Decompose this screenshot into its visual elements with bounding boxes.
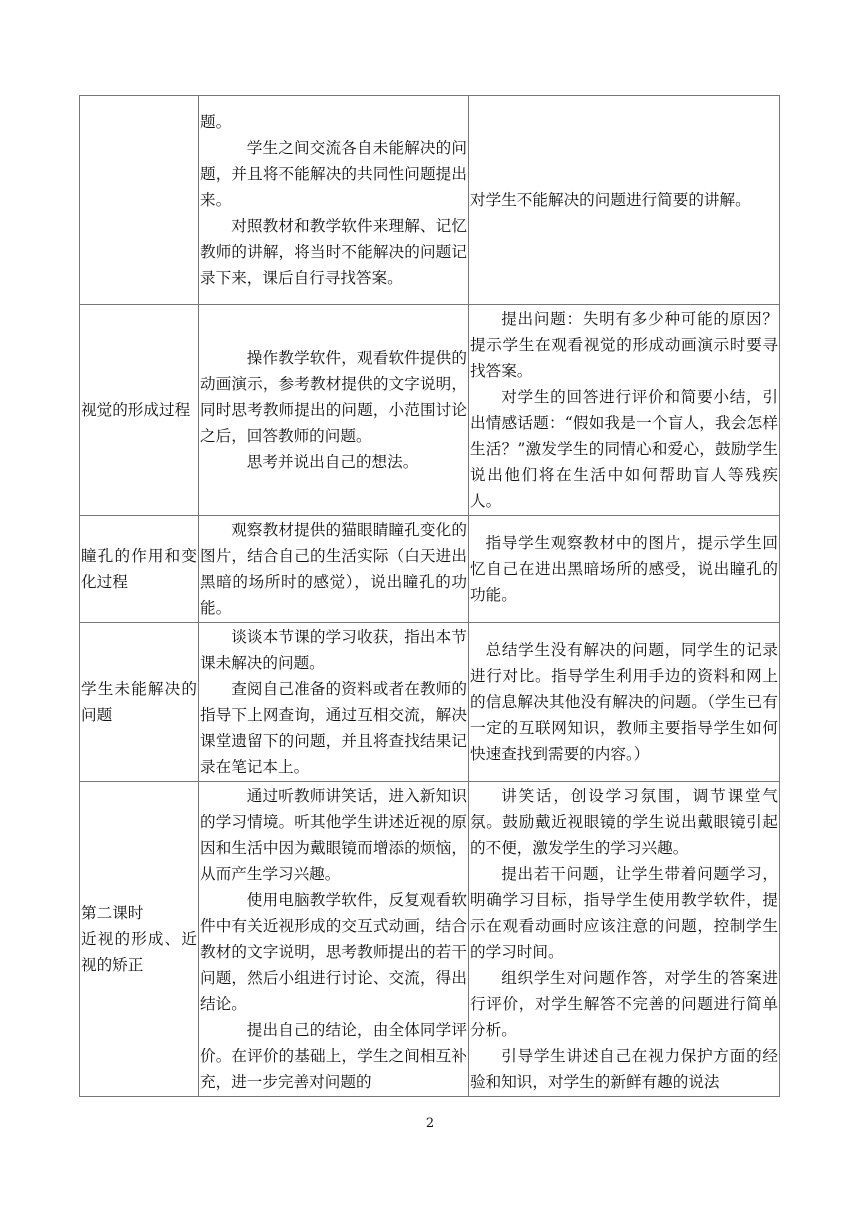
student-activity-cell — [199, 305, 469, 516]
teacher-activity-cell — [469, 516, 780, 623]
topic-cell — [80, 623, 199, 782]
student-activity-cell — [199, 782, 469, 1097]
table-row — [80, 96, 780, 305]
teacher-paragraph: 总结学生没有解决的问题，同学生的记录进行对比。指导学生利用手边的资料和网上的信息解决其他没有解决的问题。（学生已有一定的互联网知识，教师主要指导学生如何快速查找到需要的内容。） — [470, 641, 778, 763]
table-row — [80, 516, 780, 623]
student-paragraph: 通过听教师讲笑话，进入新知识的学习情境。听其他学生讲述近视的原因和生活中因为戴眼镜而增添的烦恼，从而产生学习兴趣。 — [200, 787, 467, 883]
topic-text: 视觉的形成过程 — [81, 401, 191, 419]
topic-cell — [80, 96, 199, 305]
student-paragraph: 查阅自己准备的资料或者在教师的指导下上网查询，通过互相交流，解决课堂遗留下的问题，并且将查找结果记录在笔记本上。 — [200, 680, 467, 776]
student-paragraph: 题。 — [200, 113, 232, 131]
topic-text: 近视的形成、近视的矫正 — [81, 930, 197, 974]
student-activity-cell — [199, 96, 469, 305]
student-paragraph: 对照教材和教学软件来理解、记忆教师的讲解，将当时不能解决的问题记录下来，课后自行寻找答案。 — [200, 217, 467, 287]
topic-text: 第二课时 — [81, 904, 144, 922]
teacher-paragraph: 对学生不能解决的问题进行简要的讲解。 — [470, 191, 751, 209]
student-paragraph: 操作教学软件，观看软件提供的动画演示，参考教材提供的文字说明，同时思考教师提出的问题，小范围讨论之后，回答教师的问题。 — [200, 349, 467, 445]
student-activity-cell — [199, 516, 469, 623]
teacher-paragraph: 引导学生讲述自己在视力保护方面的经验和知识，对学生的新鲜有趣的说法 — [470, 1047, 778, 1091]
topic-cell — [80, 782, 199, 1097]
student-paragraph: 思考并说出自己的想法。 — [246, 453, 419, 471]
topic-text: 瞳孔的作用和变化过程 — [81, 547, 197, 591]
teacher-activity-cell — [469, 623, 780, 782]
student-paragraph: 学生之间交流各自未能解决的问题，并且将不能解决的共同性问题提出来。 — [200, 139, 467, 209]
teacher-activity-cell — [469, 96, 780, 305]
teacher-activity-cell — [469, 782, 780, 1097]
page-number: 2 — [425, 1116, 435, 1131]
topic-text: 学生未能解决的问题 — [81, 680, 197, 724]
teacher-paragraph: 讲笑话，创设学习氛围，调节课堂气氛。鼓励戴近视眼镜的学生说出戴眼镜引起的不便，激发学生的学习兴趣。 — [470, 787, 778, 857]
teacher-paragraph: 指导学生观察教材中的图片，提示学生回忆自己在进出黑暗场所的感受，说出瞳孔的功能。 — [470, 534, 778, 604]
student-paragraph: 使用电脑教学软件，反复观看软件中有关近视形成的交互式动画，结合教材的文字说明，思考教师提出的若干问题，然后小组进行讨论、交流，得出结论。 — [200, 891, 467, 1013]
student-paragraph: 提出自己的结论，由全体同学评价。在评价的基础上，学生之间相互补充，进一步完善对问题的 — [200, 1021, 467, 1091]
lesson-plan-table — [79, 95, 780, 1097]
table-row — [80, 623, 780, 782]
topic-cell — [80, 305, 199, 516]
student-activity-cell — [199, 623, 469, 782]
student-paragraph: 谈谈本节课的学习收获，指出本节课未解决的问题。 — [200, 628, 467, 672]
teacher-paragraph: 对学生的回答进行评价和简要小结，引出情感话题：“假如我是一个盲人，我会怎样生活？”激发学生的同情心和爱心，鼓励学生说出他们将在生活中如何帮助盲人等残疾人。 — [470, 388, 778, 510]
teacher-activity-cell — [469, 305, 780, 516]
table-row — [80, 305, 780, 516]
teacher-paragraph: 提出问题：失明有多少种可能的原因？提示学生在观看视觉的形成动画演示时要寻找答案。 — [470, 310, 778, 380]
teacher-paragraph: 组织学生对问题作答，对学生的答案进行评价，对学生解答不完善的问题进行简单分析。 — [470, 969, 778, 1039]
student-paragraph: 观察教材提供的猫眼睛瞳孔变化的图片，结合自己的生活实际（白天进出黑暗的场所时的感觉），说出瞳孔的功能。 — [200, 521, 467, 617]
table-row — [80, 782, 780, 1097]
topic-cell — [80, 516, 199, 623]
teacher-paragraph: 提出若干问题，让学生带着问题学习，明确学习目标，指导学生使用教学软件，提示在观看动画时应该注意的问题，控制学生的学习时间。 — [470, 865, 778, 961]
